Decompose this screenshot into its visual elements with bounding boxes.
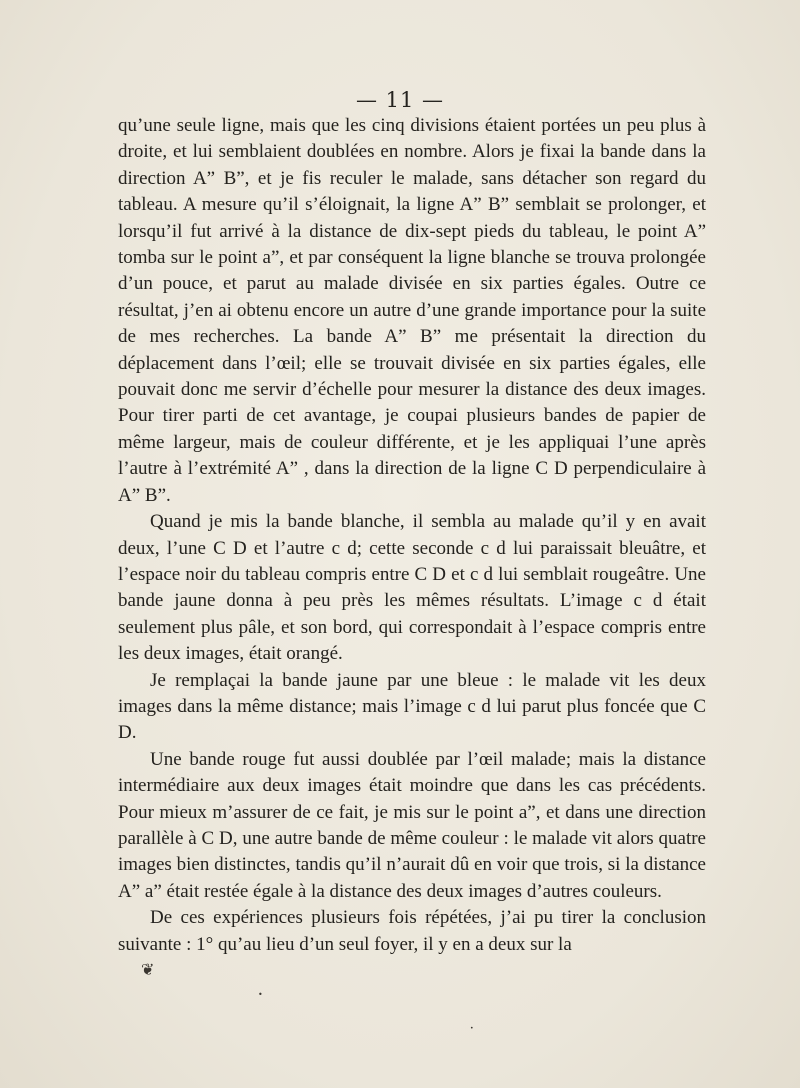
paragraph-3: Je remplaçai la bande jaune par une bleue : le malade vit les deux images dans la même distance; mais l’image c d lui parut plus foncée que C D. (118, 669, 706, 744)
ink-dot-mark: • (470, 1025, 474, 1032)
paragraph-1: qu’une seule ligne, mais que les cinq divisions étaient portées un peu plus à droite, et lui semblaient doublées en nombre. Alors je fixai la bande dans la direction A” B”, et je fis reculer le malade, sans détacher son regard du tableau. A mesure qu’il s’éloignait, la ligne A” B” semblait se prolonger, et lorsqu’il fut arrivé à la distance de dix-sept pieds du tableau, le point A” tomba sur le point a”, et par conséquent la ligne blanche se trouva prolongée d’un pouce, et parut au malade divisée en six parties égales. Outre ce résultat, j’en ai obtenu encore un autre d’une grande importance pour la suite de mes recherches. La bande A” B” me présentait la direction du déplacement dans l’œil; elle se trouvait divisée en six parties égales, elle pouvait donc me servir d’échelle pour mesurer la distance des deux images. Pour tirer parti de cet avantage, je coupai plusieurs bandes de papier de même largeur, mais de couleur différente, et je les appliquai l’une après l’autre à l’extrémité A” , dans la direction de la ligne C D perpendiculaire à A” B”. (118, 115, 706, 506)
paragraph-2: Quand je mis la bande blanche, il sembla au malade qu’il y en avait deux, l’une C D et l’autre c d; cette seconde c d lui paraissait bleuâtre, et l’espace noir du tableau compris entre C D et c d lui semblait rougeâtre. Une bande jaune donna à peu près les mêmes résultats. L’image c d était seulement plus pâle, et son bord, qui correspondait à l’espace compris entre les deux images, était orangé. (118, 511, 706, 665)
paragraph-4: Une bande rouge fut aussi doublée par l’œil malade; mais la distance intermédiaire aux deux images était moindre que dans les cas précédents. Pour mieux m’assurer de ce fait, je mis sur le point a”, et dans une direction parallèle à C D, une autre bande de même couleur : le malade vit alors quatre images bien distinctes, tandis qu’il n’aurait dû en voir que trois, si la distance A” a” était restée égale à la distance des deux images d’autres couleurs. (118, 748, 706, 902)
page-number: — 11 — (355, 88, 445, 112)
body-text (118, 113, 706, 958)
ink-speck-mark: ❦ (141, 960, 155, 979)
ink-dot-mark: • (258, 990, 263, 999)
paragraph-5: De ces expériences plusieurs fois répétées, j’ai pu tirer la conclusion suivante : 1° qu’au lieu d’un seul foyer, il y en a deux sur la (118, 907, 706, 955)
